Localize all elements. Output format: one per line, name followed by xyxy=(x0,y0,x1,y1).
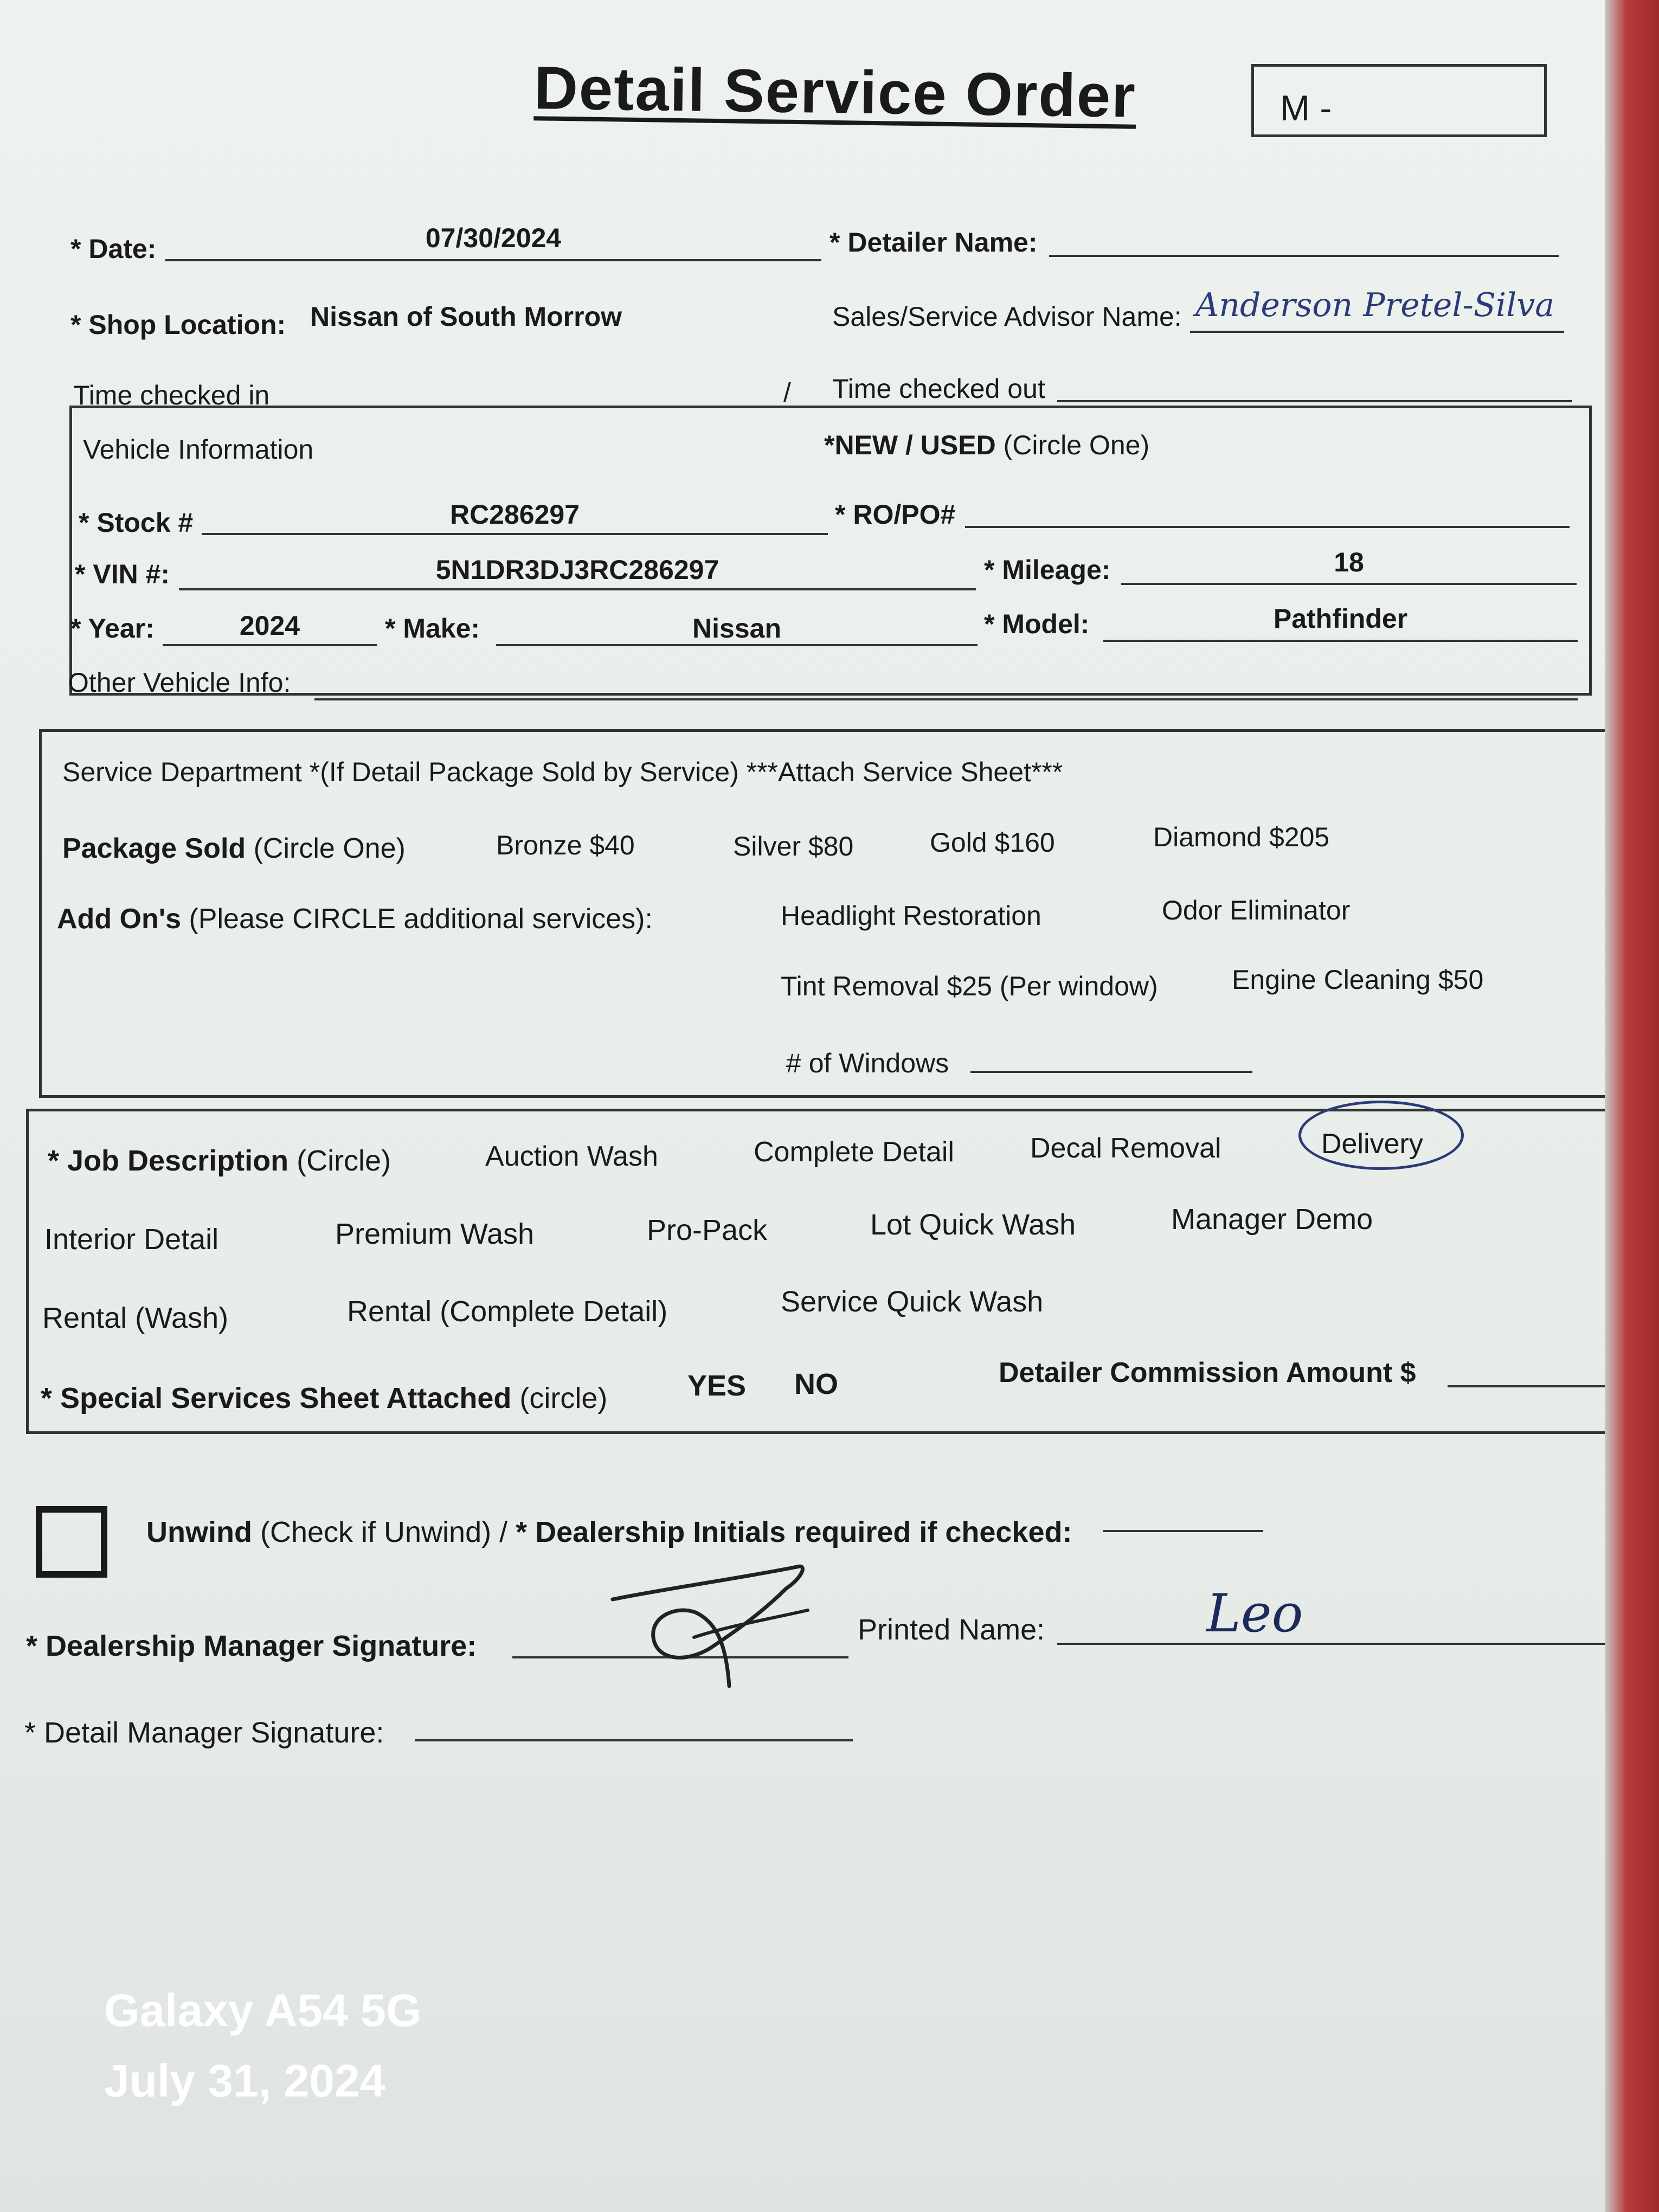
model-line xyxy=(1103,640,1578,642)
vehicle-info-title: Vehicle Information xyxy=(83,434,314,465)
dealer-manager-signature-label: * Dealership Manager Signature: xyxy=(26,1630,477,1662)
photo-device-stamp: Galaxy A54 5G xyxy=(104,1985,422,2036)
time-separator: / xyxy=(783,377,791,408)
job-rental-complete-detail[interactable]: Rental (Complete Detail) xyxy=(347,1295,668,1328)
stock-label: * Stock # xyxy=(79,507,194,538)
addon-odor-eliminator[interactable]: Odor Eliminator xyxy=(1162,895,1351,925)
addons-row xyxy=(57,903,653,935)
time-out-field[interactable] xyxy=(1057,400,1572,402)
job-complete-detail[interactable]: Complete Detail xyxy=(754,1136,954,1168)
page-title: Detail Service Order xyxy=(533,54,1137,130)
job-manager-demo[interactable]: Manager Demo xyxy=(1171,1203,1373,1236)
unwind-initials-label: * Dealership Initials required if checked: xyxy=(516,1516,1072,1548)
other-info-label: Other Vehicle Info: xyxy=(68,667,291,698)
job-premium-wash[interactable]: Premium Wash xyxy=(335,1218,535,1250)
order-number-box[interactable]: M - xyxy=(1251,64,1547,137)
detailer-name-label: * Detailer Name: xyxy=(829,227,1038,258)
detail-manager-signature-field[interactable] xyxy=(415,1739,853,1741)
photo-date-stamp: July 31, 2024 xyxy=(104,2055,385,2106)
printed-name-label: Printed Name: xyxy=(858,1613,1045,1646)
special-yes-option[interactable]: YES xyxy=(687,1369,747,1402)
make-value[interactable]: Nissan xyxy=(692,613,781,644)
unwind-label: Unwind xyxy=(146,1516,252,1548)
new-used-label: *NEW / USED xyxy=(824,430,996,460)
addon-tint-removal[interactable]: Tint Removal $25 (Per window) xyxy=(781,971,1158,1001)
windows-field[interactable] xyxy=(970,1071,1252,1073)
time-out-label: Time checked out xyxy=(832,374,1045,404)
make-line xyxy=(496,644,978,646)
year-line xyxy=(163,644,377,646)
special-no-option[interactable]: NO xyxy=(794,1368,838,1400)
job-delivery[interactable]: Delivery xyxy=(1321,1128,1423,1160)
addons-label: Add On's xyxy=(57,903,182,935)
addon-headlight-restoration[interactable]: Headlight Restoration xyxy=(781,901,1041,931)
job-service-quick-wash[interactable]: Service Quick Wash xyxy=(781,1285,1044,1318)
make-label: * Make: xyxy=(385,613,480,644)
vin-value[interactable]: 5N1DR3DJ3RC286297 xyxy=(435,555,719,585)
package-sold-note: (Circle One) xyxy=(253,833,406,864)
unwind-row xyxy=(146,1515,1072,1549)
job-interior-detail[interactable]: Interior Detail xyxy=(44,1223,219,1256)
new-used-note: (Circle One) xyxy=(1003,430,1150,460)
package-bronze[interactable]: Bronze $40 xyxy=(496,830,635,860)
vin-line xyxy=(179,588,976,590)
addons-note: (Please CIRCLE additional services): xyxy=(189,903,653,935)
special-services-label: * Special Services Sheet Attached xyxy=(41,1382,512,1414)
service-dept-title: Service Department *(If Detail Package Sold by Service) ***Attach Service Sheet*** xyxy=(62,757,1063,787)
commission-label: Detailer Commission Amount $ xyxy=(999,1357,1416,1388)
mileage-line xyxy=(1121,583,1577,585)
year-label: * Year: xyxy=(70,613,155,644)
advisor-line xyxy=(1190,331,1564,333)
delivery-circle-mark xyxy=(1298,1101,1464,1170)
mileage-label: * Mileage: xyxy=(984,555,1111,585)
date-line xyxy=(165,259,821,261)
detailer-name-field[interactable] xyxy=(1049,255,1559,257)
dealer-signature-mark[interactable] xyxy=(602,1556,819,1692)
package-silver[interactable]: Silver $80 xyxy=(733,831,854,861)
model-label: * Model: xyxy=(984,609,1090,639)
job-pro-pack[interactable]: Pro-Pack xyxy=(647,1214,768,1246)
job-decal-removal[interactable]: Decal Removal xyxy=(1030,1133,1221,1164)
package-sold-label: Package Sold xyxy=(62,833,246,864)
background-edge xyxy=(1605,0,1659,2212)
other-info-field[interactable] xyxy=(314,698,1578,700)
vin-label: * VIN #: xyxy=(75,559,170,589)
unwind-initials-field[interactable] xyxy=(1103,1530,1263,1532)
package-sold-row xyxy=(62,832,406,865)
mileage-value[interactable]: 18 xyxy=(1334,547,1364,577)
package-gold[interactable]: Gold $160 xyxy=(930,827,1055,858)
job-lot-quick-wash[interactable]: Lot Quick Wash xyxy=(870,1208,1076,1241)
stock-value[interactable]: RC286297 xyxy=(449,499,580,530)
job-description-row xyxy=(48,1144,391,1178)
commission-field[interactable] xyxy=(1448,1385,1605,1387)
new-used-selector[interactable] xyxy=(824,429,1149,461)
special-services-note: (circle) xyxy=(519,1382,608,1414)
date-value[interactable]: 07/30/2024 xyxy=(425,223,562,253)
model-value[interactable]: Pathfinder xyxy=(1273,603,1408,634)
printed-name-line xyxy=(1057,1643,1605,1645)
job-rental-wash[interactable]: Rental (Wash) xyxy=(42,1302,229,1334)
printed-name-value[interactable]: Leo xyxy=(1206,1583,1303,1644)
job-auction-wash[interactable]: Auction Wash xyxy=(485,1141,658,1172)
shop-location-value[interactable]: Nissan of South Morrow xyxy=(310,301,622,332)
windows-label: # of Windows xyxy=(786,1048,949,1078)
package-diamond[interactable]: Diamond $205 xyxy=(1153,822,1330,852)
unwind-checkbox[interactable] xyxy=(36,1506,107,1578)
advisor-handwritten[interactable]: Anderson Pretel-Silva xyxy=(1195,286,1554,324)
detail-manager-signature-label: * Detail Manager Signature: xyxy=(24,1716,384,1749)
date-label: * Date: xyxy=(70,234,157,264)
shop-location-label: * Shop Location: xyxy=(70,310,286,340)
advisor-label: Sales/Service Advisor Name: xyxy=(832,301,1182,332)
ro-po-label: * RO/PO# xyxy=(835,499,956,530)
stock-line xyxy=(202,533,828,535)
job-description-note: (Circle) xyxy=(297,1144,391,1177)
unwind-note: (Check if Unwind) / xyxy=(260,1516,516,1548)
year-value[interactable]: 2024 xyxy=(239,610,300,641)
addon-engine-cleaning[interactable]: Engine Cleaning $50 xyxy=(1232,964,1484,995)
job-description-label: * Job Description xyxy=(48,1144,289,1177)
special-services-row xyxy=(41,1381,607,1415)
ro-po-field[interactable] xyxy=(965,526,1570,528)
time-in-label: Time checked in xyxy=(73,380,270,410)
